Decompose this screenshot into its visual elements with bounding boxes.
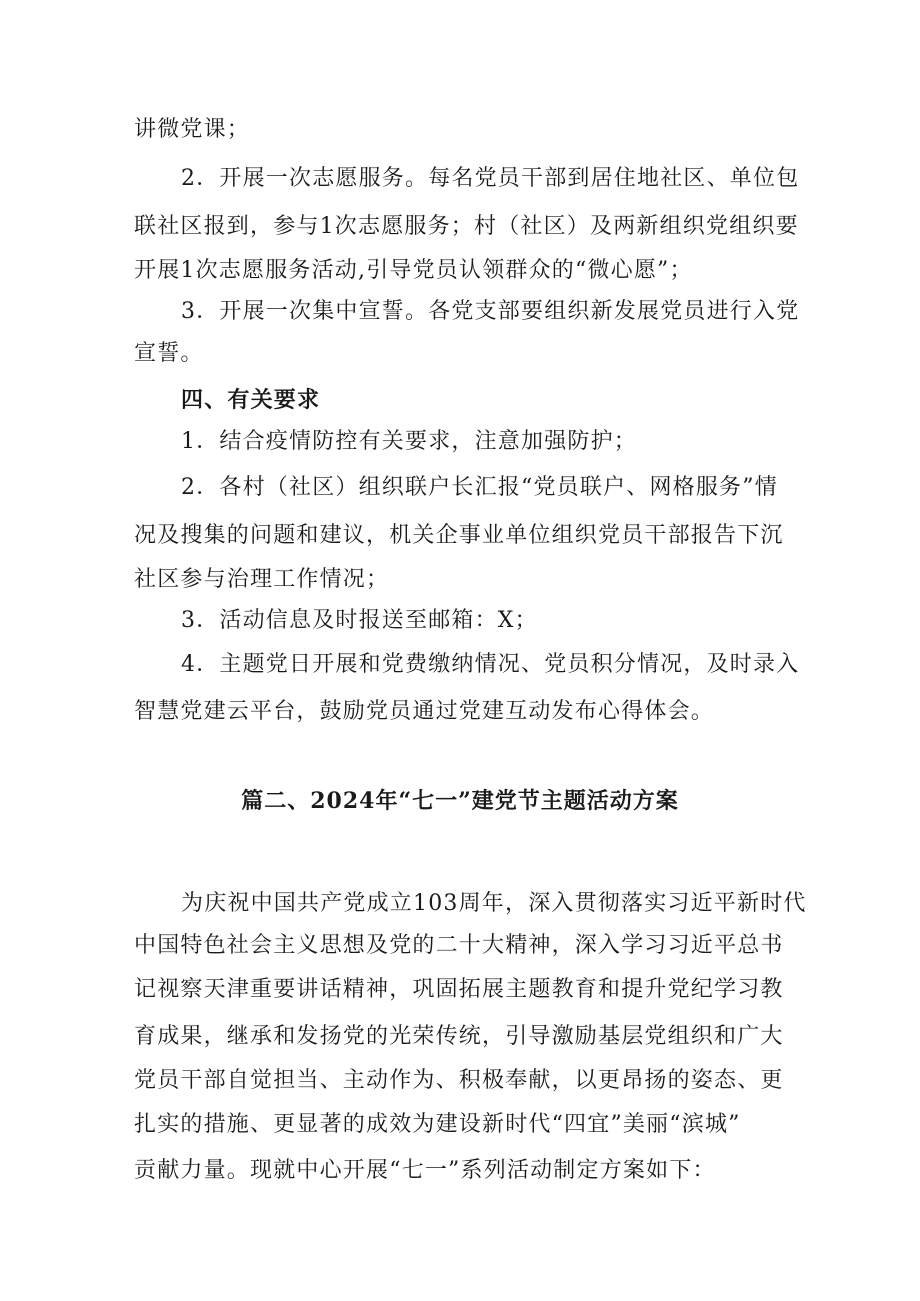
- intro-line: 党员干部自觉担当、主动作为、积极奉献，以更昂扬的姿态、更: [134, 1068, 784, 1093]
- text-line: 讲微党课；: [134, 117, 251, 142]
- section-heading-requirements: 四、有关要求: [181, 387, 321, 413]
- intro-line: 贡献力量。现就中心开展“七一”系列活动制定方案如下：: [134, 1158, 716, 1183]
- intro-line: 记视察天津重要讲话精神，巩固拓展主题教育和提升党纪学习教: [134, 977, 784, 1002]
- intro-line: 扎实的措施、更显著的成效为建设新时代“四宜”美丽“滨城”: [134, 1112, 741, 1137]
- text-line: 社区参与治理工作情况；: [134, 567, 390, 592]
- text-line: 2．各村（社区）组织联户长汇报“党员联户、网格服务”情: [181, 475, 778, 500]
- section-title: 篇二、2024年“七一”建党节主题活动方案: [241, 788, 679, 814]
- text-line: 1．结合疫情防控有关要求，注意加强防护；: [181, 429, 637, 454]
- text-line: 3．开展一次集中宣誓。各党支部要组织新发展党员进行入党: [181, 299, 800, 324]
- text-line: 3．活动信息及时报送至邮箱：X；: [181, 608, 538, 633]
- text-line: 2．开展一次志愿服务。每名党员干部到居住地社区、单位包: [181, 166, 800, 191]
- intro-line: 为庆祝中国共产党成立103周年，深入贯彻落实习近平新时代: [181, 891, 807, 916]
- text-line: 4．主题党日开展和党费缴纳情况、党员积分情况，及时录入: [181, 652, 800, 677]
- text-line: 智慧党建云平台，鼓励党员通过党建互动发布心得体会。: [134, 699, 715, 724]
- text-line: 况及搜集的问题和建议，机关企事业单位组织党员干部报告下沉: [134, 523, 784, 548]
- text-line: 宣誓。: [134, 341, 204, 366]
- intro-line: 育成果，继承和发扬党的光荣传统，引导激励基层党组织和广大: [134, 1024, 784, 1049]
- text-line: 开展1次志愿服务活动,引导党员认领群众的“微心愿”；: [134, 258, 693, 283]
- text-line: 联社区报到，参与1次志愿服务；村（社区）及两新组织党组织要: [134, 214, 799, 239]
- intro-line: 中国特色社会主义思想及党的二十大精神，深入学习习近平总书: [134, 933, 784, 958]
